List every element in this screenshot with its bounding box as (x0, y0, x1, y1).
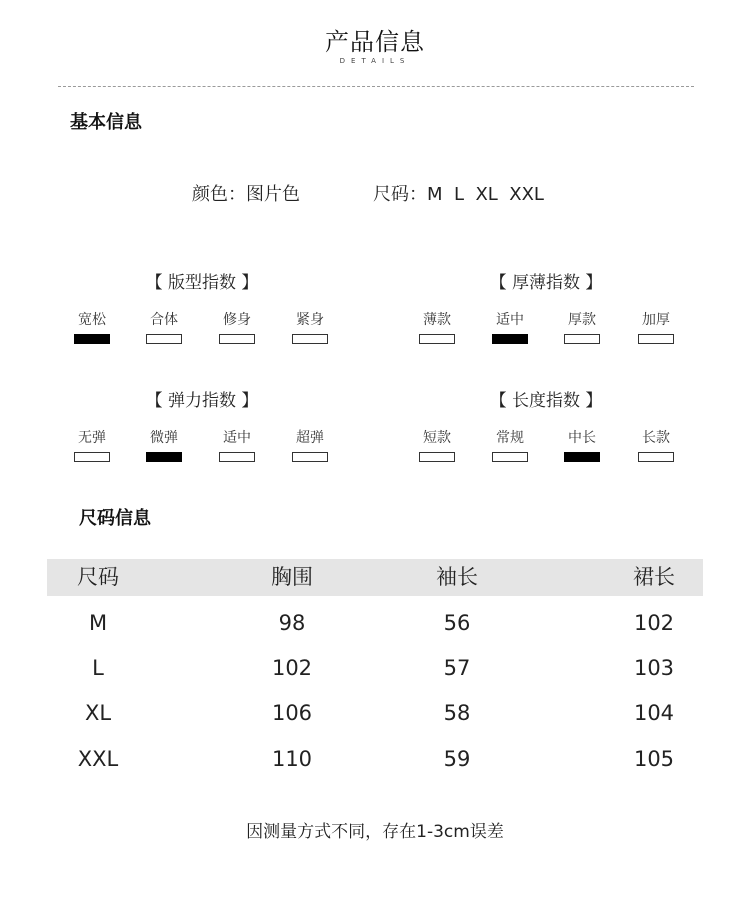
fit-index-title: 【 版型指数 】 (145, 273, 259, 293)
indicator-empty (146, 334, 182, 344)
stretch-index-option (207, 429, 267, 462)
thickness-index-title: 【 厚薄指数 】 (489, 273, 603, 293)
length-index-option (626, 429, 686, 462)
indicator-empty (419, 334, 455, 344)
length-index-title: 【 长度指数 】 (489, 391, 603, 411)
cell-size: XXL (77, 747, 119, 771)
option-label: 短款 (423, 430, 451, 446)
indicator-empty (219, 334, 255, 344)
length-index-option (552, 429, 612, 462)
thickness-index-option (480, 311, 540, 344)
option-label: 常规 (496, 430, 524, 446)
length-index-option (480, 429, 540, 462)
cell-sleeve: 57 (443, 656, 471, 680)
indicator-empty (492, 452, 528, 462)
option-label: 宽松 (78, 312, 106, 328)
option-label: 薄款 (423, 312, 451, 328)
option-label: 合体 (150, 312, 178, 328)
cell-sleeve: 59 (443, 747, 471, 771)
length-index-option (407, 429, 467, 462)
cell-sleeve: 56 (443, 611, 471, 635)
cell-skirt-length: 104 (633, 701, 675, 725)
option-label: 无弹 (78, 430, 106, 446)
indicator-empty (638, 452, 674, 462)
fit-index-option (280, 311, 340, 344)
stretch-index-option (62, 429, 122, 462)
cell-size: L (92, 656, 104, 680)
measurement-note: 因测量方式不同，存在1-3cm误差 (246, 822, 504, 842)
option-label: 长款 (642, 430, 670, 446)
header-sleeve: 袖长 (436, 565, 478, 589)
indicator-empty (638, 334, 674, 344)
size-info-heading: 尺码信息 (79, 508, 151, 529)
header-chest: 胸围 (271, 565, 313, 589)
thickness-index-option (407, 311, 467, 344)
page-subtitle: DETAILS (339, 57, 411, 65)
cell-skirt-length: 103 (633, 656, 675, 680)
page-title: 产品信息 (325, 28, 425, 56)
indicator-empty (292, 452, 328, 462)
header-skirt-length: 裙长 (633, 565, 675, 589)
indicator-empty (292, 334, 328, 344)
cell-size: XL (84, 701, 112, 725)
cell-size: M (88, 611, 108, 635)
header-size: 尺码 (77, 565, 119, 589)
option-label: 适中 (223, 430, 251, 446)
cell-sleeve: 58 (443, 701, 471, 725)
size-list-info: 尺码：M L XL XXL (373, 184, 544, 205)
option-label: 超弹 (296, 430, 324, 446)
indicator-filled (146, 452, 182, 462)
thickness-index-option (626, 311, 686, 344)
stretch-index-option (134, 429, 194, 462)
stretch-index-title: 【 弹力指数 】 (145, 391, 259, 411)
indicator-empty (564, 334, 600, 344)
option-label: 中长 (568, 430, 596, 446)
stretch-index-option (280, 429, 340, 462)
option-label: 适中 (496, 312, 524, 328)
option-label: 加厚 (642, 312, 670, 328)
cell-chest: 110 (271, 747, 313, 771)
indicator-empty (74, 452, 110, 462)
cell-chest: 98 (278, 611, 306, 635)
thickness-index-option (552, 311, 612, 344)
indicator-filled (564, 452, 600, 462)
cell-chest: 102 (271, 656, 313, 680)
fit-index-option (207, 311, 267, 344)
option-label: 厚款 (568, 312, 596, 328)
basic-info-heading: 基本信息 (70, 112, 142, 133)
indicator-empty (419, 452, 455, 462)
cell-chest: 106 (271, 701, 313, 725)
dotted-divider (58, 86, 694, 87)
fit-index-option (134, 311, 194, 344)
cell-skirt-length: 105 (633, 747, 675, 771)
indicator-filled (492, 334, 528, 344)
option-label: 微弹 (150, 430, 178, 446)
indicator-filled (74, 334, 110, 344)
cell-skirt-length: 102 (633, 611, 675, 635)
option-label: 紧身 (296, 312, 324, 328)
fit-index-option (62, 311, 122, 344)
option-label: 修身 (223, 312, 251, 328)
color-info: 颜色：图片色 (192, 184, 300, 205)
indicator-empty (219, 452, 255, 462)
